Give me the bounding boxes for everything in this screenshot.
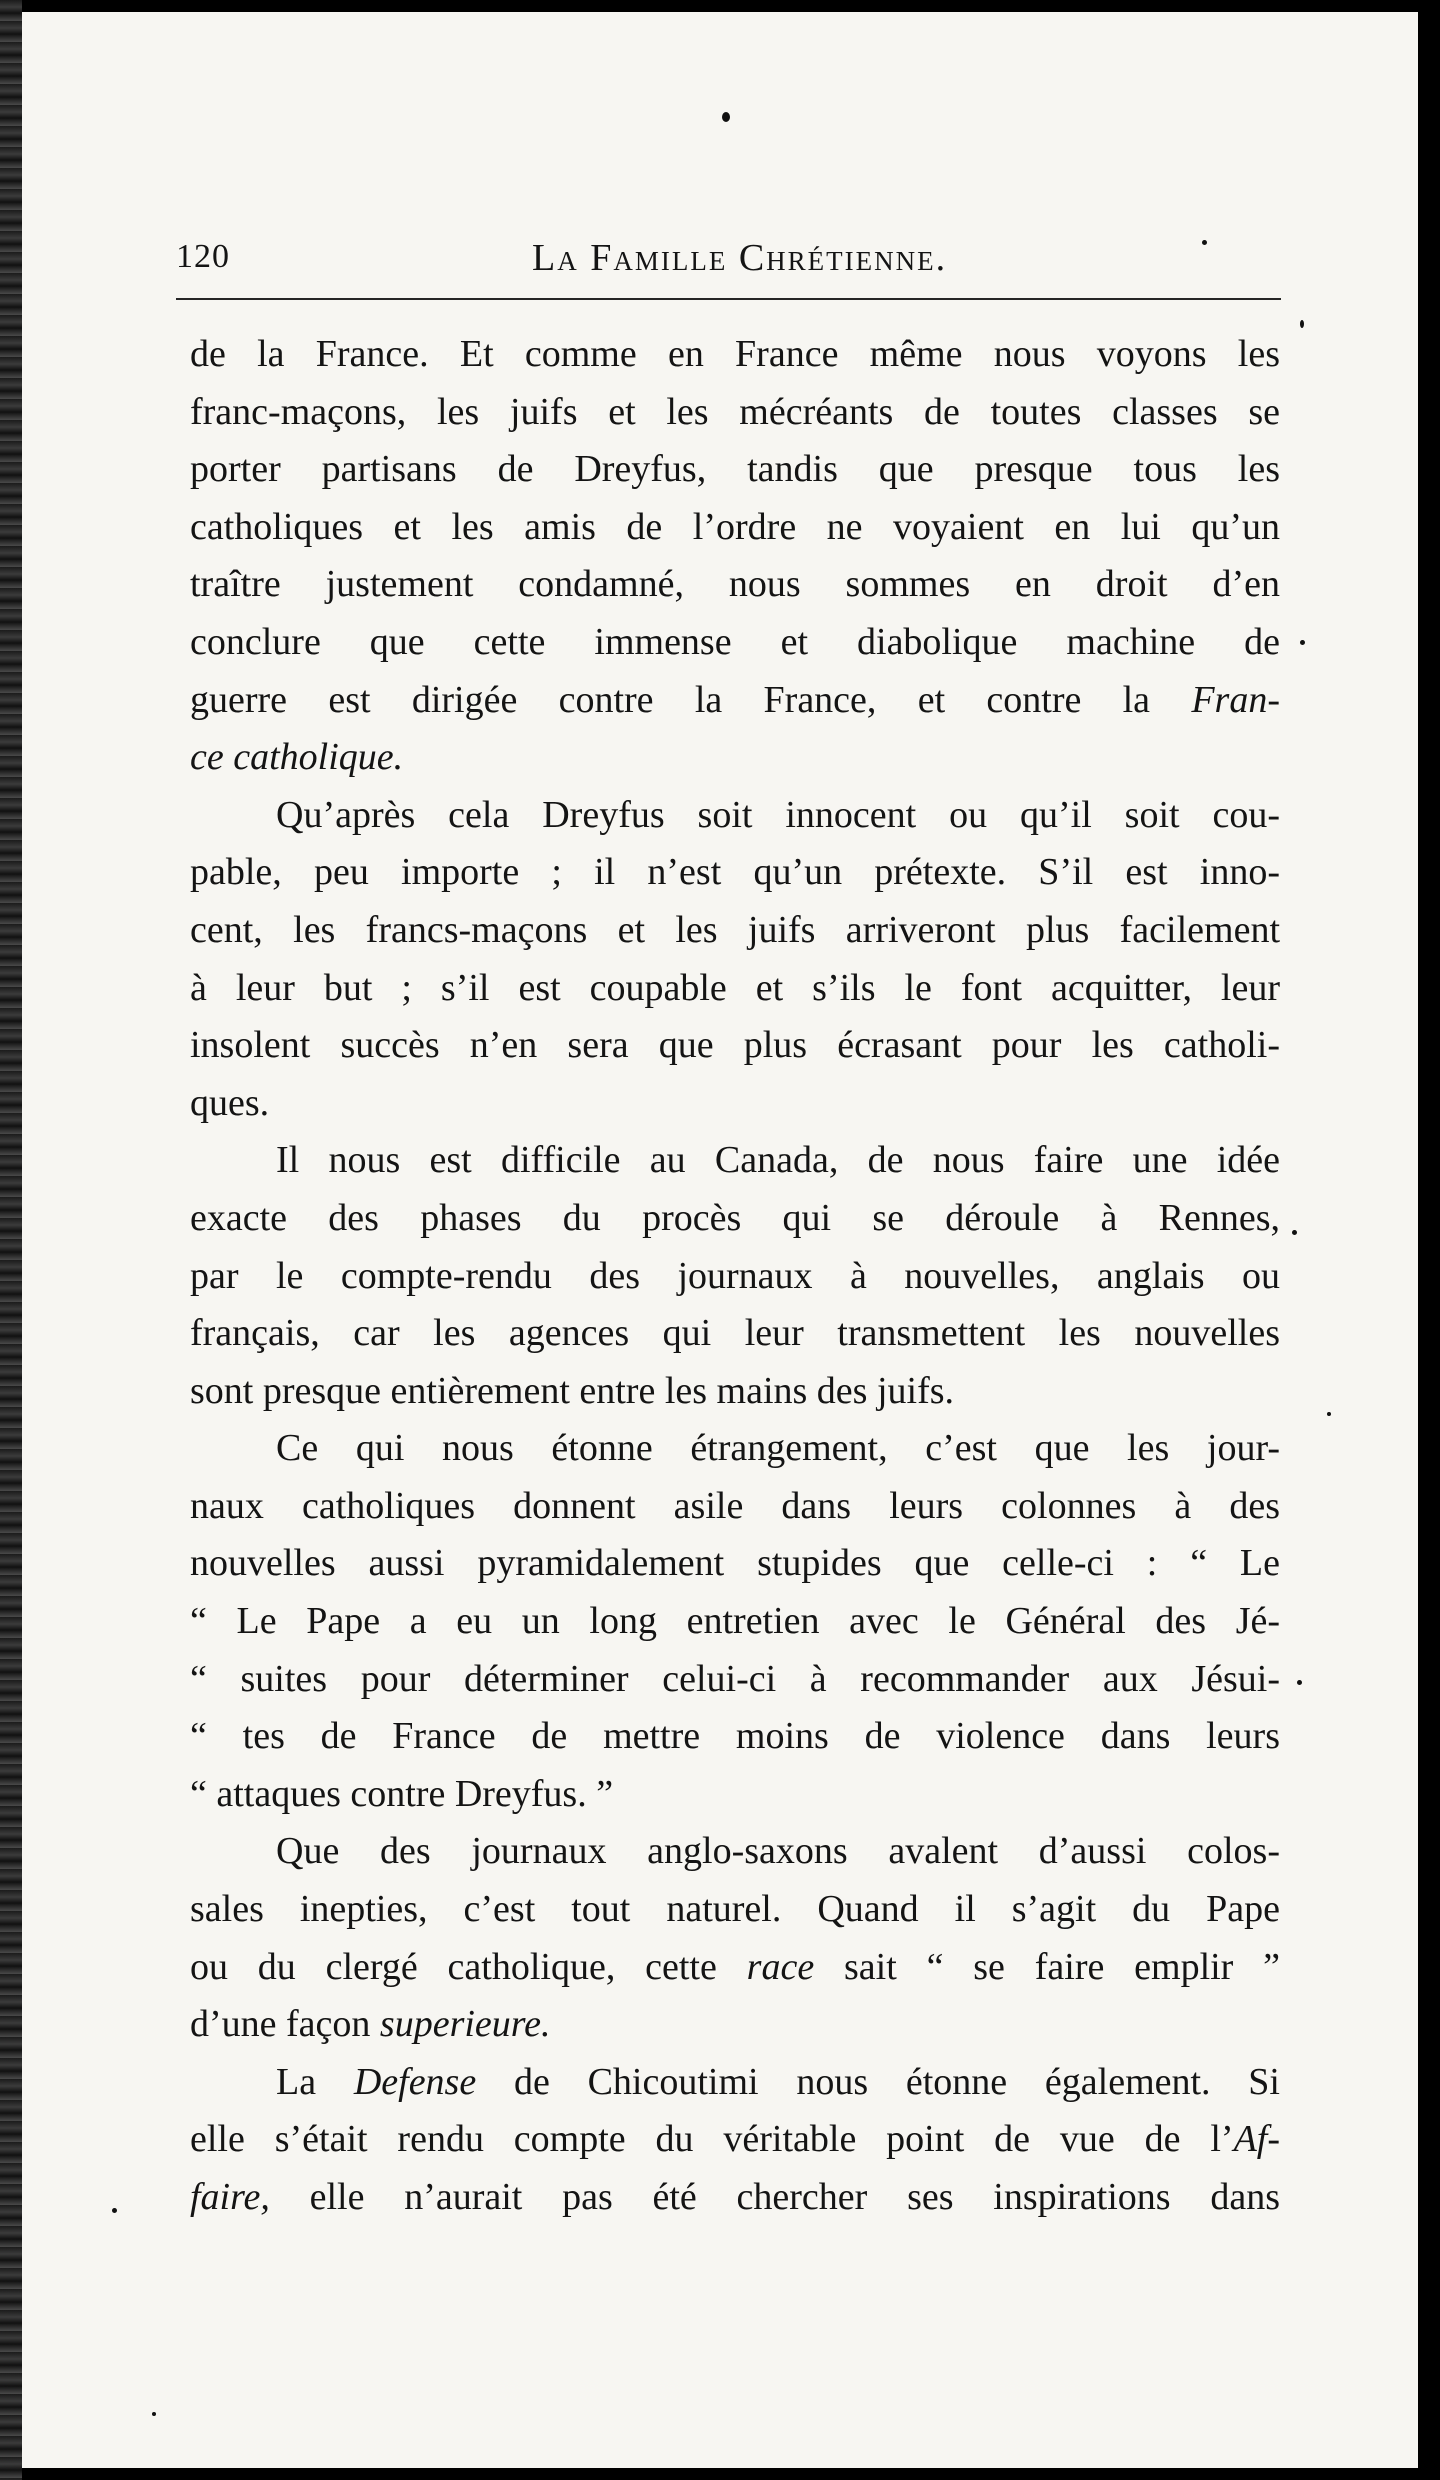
- text-line: nouvelles aussi pyramidalement stupides que celle-ci : “ Le: [190, 1542, 1280, 1585]
- ink-speck: [1327, 1412, 1331, 1416]
- text-line: catholiques et les amis de l’ordre ne voyaient en lui qu’un: [190, 505, 1280, 548]
- text-line: insolent succès n’en sera que plus écrasant pour les catholi-: [190, 1024, 1280, 1067]
- text-line: [190, 1996, 1280, 2054]
- text-segment: La: [276, 2060, 317, 2103]
- text-line: Il nous est difficile au Canada, de nous faire une idée: [276, 1139, 1280, 1182]
- text-line: “ suites pour déterminer celui-ci à recommander aux Jésui-: [190, 1657, 1280, 1700]
- page-number: 120: [176, 238, 230, 275]
- text-line: “ attaques contre Dreyfus. ”: [190, 1772, 614, 1815]
- text-line: exacte des phases du procès qui se déroule à Rennes,: [190, 1196, 1280, 1239]
- text-segment: de Chicoutimi nous étonne également. Si: [513, 2060, 1280, 2103]
- italic-segment: Fran-: [1191, 678, 1280, 721]
- text-line: [190, 729, 1280, 787]
- italic-segment: ce catholique.: [190, 736, 404, 779]
- ink-speck: [152, 2412, 156, 2416]
- header-rule: [176, 298, 1281, 300]
- text-line: [190, 672, 1280, 730]
- text-line: naux catholiques donnent asile dans leurs colonnes à des: [190, 1484, 1280, 1527]
- text-segment: ou du clergé catholique, cette: [190, 1945, 717, 1988]
- text-line: à leur but ; s’il est coupable et s’ils le font acquitter, leur: [190, 966, 1280, 1009]
- text-line: [190, 2111, 1280, 2169]
- text-line: français, car les agences qui leur transmettent les nouvelles: [190, 1312, 1280, 1355]
- text-line: par le compte-rendu des journaux à nouvelles, anglais ou: [190, 1254, 1280, 1297]
- text-segment: sait “ se faire emplir ”: [844, 1945, 1281, 1988]
- body-text: [190, 326, 1280, 2227]
- text-line: [190, 2169, 1280, 2227]
- text-line: Qu’après cela Dreyfus soit innocent ou qu’il soit cou-: [276, 793, 1280, 836]
- text-line: Ce qui nous étonne étrangement, c’est que les jour-: [276, 1427, 1280, 1470]
- ink-speck: [1297, 1680, 1302, 1685]
- ink-speck: [112, 2208, 117, 2213]
- binding-edge: [0, 0, 22, 2480]
- text-line: [190, 1939, 1280, 1997]
- text-line: franc-maçons, les juifs et les mécréants de toutes classes se: [190, 390, 1280, 433]
- running-title: La Famille Chrétienne.: [532, 237, 948, 279]
- italic-segment: Af-: [1233, 2118, 1280, 2161]
- text-line: [190, 2054, 1280, 2112]
- text-segment: elle n’aurait pas été chercher ses inspirations dans: [309, 2176, 1280, 2218]
- text-segment: elle s’était rendu compte du véritable point de vue de l’: [190, 2118, 1234, 2161]
- text-line: Que des journaux anglo-saxons avalent d’aussi colos-: [276, 1830, 1280, 1873]
- text-line: ques.: [190, 1081, 270, 1124]
- ink-speck: [1292, 1230, 1297, 1235]
- ink-speck: [1300, 320, 1304, 328]
- text-line: conclure que cette immense et diabolique machine de: [190, 620, 1280, 663]
- text-line: sales inepties, c’est tout naturel. Quand il s’agit du Pape: [190, 1888, 1280, 1931]
- ink-speck: [1300, 640, 1305, 645]
- text-line: sont presque entièrement entre les mains des juifs.: [190, 1369, 955, 1412]
- text-line: porter partisans de Dreyfus, tandis que presque tous les: [190, 448, 1280, 491]
- text-line: pable, peu importe ; il n’est qu’un prétexte. S’il est inno-: [190, 851, 1280, 894]
- text-segment: guerre est dirigée contre la France, et contre la: [190, 678, 1151, 721]
- italic-segment: Defense: [353, 2060, 477, 2103]
- text-line: “ tes de France de mettre moins de violence dans leurs: [190, 1715, 1280, 1758]
- italic-segment: superieure.: [379, 2003, 551, 2046]
- text-line: “ Le Pape a eu un long entretien avec le Général des Jé-: [190, 1600, 1280, 1643]
- text-line: de la France. Et comme en France même nous voyons les: [190, 333, 1280, 375]
- italic-segment: faire,: [190, 2176, 270, 2218]
- text-line: cent, les francs-maçons et les juifs arriveront plus facilement: [190, 908, 1280, 951]
- ink-speck: [722, 112, 730, 122]
- page-header: [176, 228, 1266, 288]
- text-segment: d’une façon: [190, 2003, 371, 2046]
- italic-segment: race: [746, 1945, 815, 1988]
- text-line: traître justement condamné, nous sommes en droit d’en: [190, 563, 1280, 606]
